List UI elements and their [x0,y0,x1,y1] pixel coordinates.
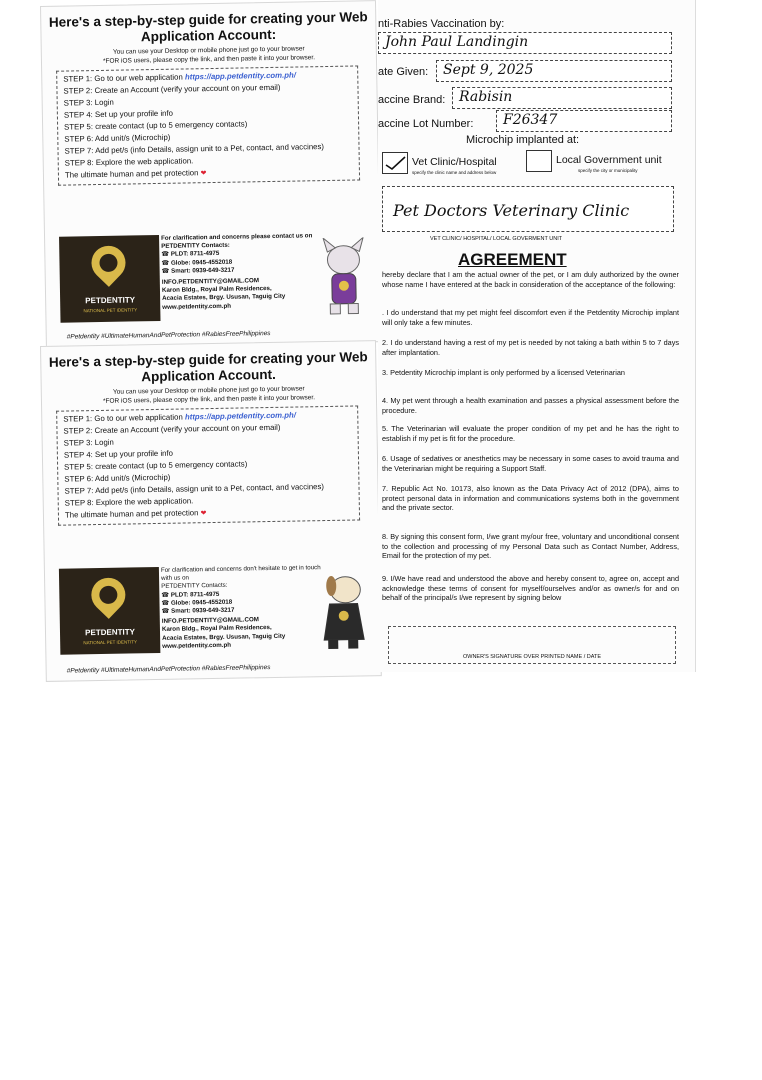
place-caption: VET CLINIC/ HOSPITAL/ LOCAL GOVERMENT UNIT [430,236,563,242]
agreement-page [378,0,696,672]
agreement-intro: hereby declare that I am the actual owner of the pet, or I am duly authorized by the owner whose name I have entered at the back in consideration of the acceptance of the following: [382,270,679,289]
agreement-title: AGREEMENT [458,250,567,269]
contact-block [59,563,372,654]
steps-box [56,405,360,525]
step-4: STEP 4: Set up your profile info [63,448,174,460]
guide-title: Here's a step-by-step guide for creating your Web Application Account. [48,349,368,385]
brand-field[interactable]: Rabisin [452,87,672,109]
contact-website[interactable]: www.petdentity.com.ph [162,641,232,650]
step-2: STEP 2: Create an Account (verify your account on your email) [63,422,281,436]
petdentity-logo: PETDENTITY NATIONAL PET IDENTITY [59,235,160,323]
step-7: STEP 7: Add pet/s (info Details, assign unit to a Pet, contact, and vaccines) [64,482,325,496]
agreement-item-1: . I do understand that my pet might feel discomfort even if the Petdentity Microchip implant will only take a few minutes. [382,308,679,327]
contact-email[interactable]: INFO.PETDENTITY@GMAIL.COM [161,616,260,626]
step-8: STEP 8: Explore the web application. [64,496,194,508]
step-8: STEP 8: Explore the web application. [64,156,194,168]
tagline: The ultimate human and pet protection ❤ [64,168,207,180]
lgu-hint: specify the city or municipality [578,168,638,173]
vaccinator-field[interactable]: John Paul Landingin [378,32,672,54]
microchip-label: Microchip implanted at: [466,134,580,146]
cat-mascot-icon [315,237,372,318]
step-6: STEP 6: Add unit/s (Microchip) [64,132,171,144]
agreement-item-2: 2. I do understand having a rest of my pet is needed by not taking a bath within 5 to 7 days after implantation. [382,338,679,357]
hashtags: #Petdentity #UltimateHumanAndPetProtection #RabiesFreePhilippines [66,664,271,675]
lgu-checkbox[interactable] [526,150,552,172]
guide-card-bottom [40,340,382,682]
step-5: STEP 5: create contact (up to 5 emergency contacts) [64,459,248,472]
agreement-item-6: 6. Usage of sedatives or anesthetics may be necessary in some cases to avoid trauma and the Veterinarian might be requiring a Support Staff. [382,454,679,473]
petdentity-logo: PETDENTITY NATIONAL PET IDENTITY [59,567,160,655]
signature-caption: OWNER'S SIGNATURE OVER PRINTED NAME / DATE [462,654,602,660]
guide-title: Here's a step-by-step guide for creating your Web Application Account: [48,9,368,45]
agreement-item-7: 7. Republic Act No. 10173, also known as the Data Privacy Act of 2012 (DPA), aims to protect personal data in information and communications systems both in the government and the private sector. [382,484,679,513]
tagline: The ultimate human and pet protection ❤ [64,508,207,520]
hashtags: #Petdentity #UltimateHumanAndPetProtection #RabiesFreePhilippines [66,330,271,341]
web-app-link[interactable]: https://app.petdentity.com.ph/ [184,70,297,82]
agreement-item-5: 5. The Veterinarian will evaluate the proper condition of my pet and he has the right to establish if my pet is fit for the procedure. [382,424,679,443]
paw-pin-icon [84,571,132,619]
agreement-item-3: 3. Petdentity Microchip implant is only performed by a licensed Veterinarian [382,368,625,377]
clinic-checkbox[interactable] [382,152,408,174]
contact-website[interactable]: www.petdentity.com.ph [162,302,232,311]
step-6: STEP 6: Add unit/s (Microchip) [64,472,171,484]
clinic-option: Vet Clinic/Hospital [412,156,497,168]
steps-box [56,65,360,185]
web-app-link[interactable]: https://app.petdentity.com.ph/ [184,410,297,422]
vaccination-label: nti-Rabies Vaccination by: [378,18,505,30]
contact-block [59,231,372,322]
guide-note: You can use your Desktop or mobile phone just go to your browser *FOR iOS users, please copy the link, and then paste it into your browser. [102,45,316,65]
guide-card-top [40,0,382,348]
lot-label: accine Lot Number: [378,118,474,130]
dog-mascot-icon [315,569,372,650]
step-2: STEP 2: Create an Account (verify your account on your email) [63,82,281,96]
place-field[interactable]: Pet Doctors Veterinary Clinic [382,186,674,232]
date-field[interactable]: Sept 9, 2025 [436,60,672,82]
step-4: STEP 4: Set up your profile info [63,108,174,120]
date-label: ate Given: [378,66,429,78]
lgu-option: Local Government unit [556,154,662,166]
paw-pin-icon [84,239,132,287]
heart-icon: ❤ [200,170,207,178]
agreement-item-9: 9. I/We have read and understood the above and hereby consent to, agree on, accept and acknowledge these terms of consent for myself/ourselves and/or as owner/s for and on behalf of the principal/s I/we represent by signing below [382,574,679,603]
heart-icon: ❤ [200,510,207,518]
check-icon [383,153,407,173]
contact-email[interactable]: INFO.PETDENTITY@GMAIL.COM [161,277,260,286]
step-5: STEP 5: create contact (up to 5 emergency contacts) [64,119,248,132]
step-1: STEP 1: Go to our web application https://app.petdentity.com.ph/ [63,410,297,424]
step-3: STEP 3: Login [63,437,114,448]
step-7: STEP 7: Add pet/s (info Details, assign unit to a Pet, contact, and vaccines) [64,142,325,156]
contact-info: For clarification and concerns please contact us on PETDENTITY Contacts: ☎ PLDT: 8711-4975 ☎ Globe: 0945-4552018 ☎ Smart: 0939-649-3217 INFO.PETDENTITY@GMAIL.COM Karon Bldg., Royal Palm Residences, Acacia Estates, Brgy. Ususan, Taguig City www.petdentity.com.ph [161,232,313,311]
contact-info: For clarification and concerns don't hesitate to get in touch with us on PETDENTITY Contacts: ☎ PLDT: 8711-4975 ☎ Globe: 0945-4552018 ☎ Smart: 0939-649-3217 INFO.PETDENTITY@GMAIL.COM Karon Bldg., Royal Palm Residences, Acacia Estates, Brgy. Ususan, Taguig City www.petdentity.com.ph [160,564,321,650]
agreement-item-4: 4. My pet went through a health examination and passes a physical assessment before the procedure. [382,396,679,415]
step-3: STEP 3: Login [63,97,114,108]
clinic-hint: specify the clinic name and address below [412,170,497,175]
brand-label: accine Brand: [378,94,446,106]
signature-box[interactable] [388,626,676,664]
step-1: STEP 1: Go to our web application https://app.petdentity.com.ph/ [63,70,297,84]
agreement-item-8: 8. By signing this consent form, I/we grant my/our free, voluntary and unconditional consent to the collection and processing of my Personal Data such as Contact Number, Address, Email for the protection of my pet. [382,532,679,561]
guide-note: You can use your Desktop or mobile phone just go to your browser *FOR iOS users, please copy the link, and then paste it into your browser. [102,385,316,405]
lot-field[interactable]: F26347 [496,110,672,132]
